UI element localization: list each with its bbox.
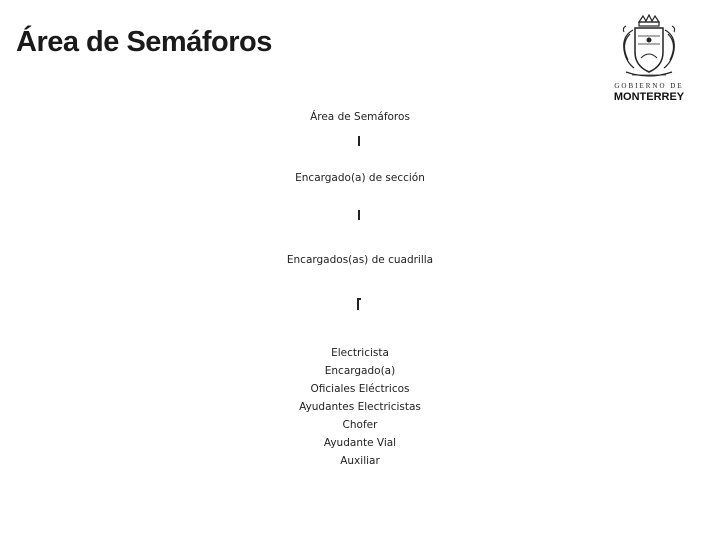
org-connector [358, 210, 360, 220]
org-node-area: Área de Semáforos [310, 111, 410, 123]
logo [608, 14, 690, 104]
staff-item: Encargado(a) [324, 365, 396, 377]
org-node-crew-leads: Encargados(as) de cuadrilla [286, 254, 434, 266]
logo-name: MONTERREY [613, 91, 685, 103]
logo-subtitle: GOBIERNO DE [614, 82, 684, 90]
staff-item: Oficiales Eléctricos [310, 383, 410, 395]
coat-of-arms-icon [608, 14, 690, 80]
staff-list [0, 344, 720, 470]
staff-item: Electricista [331, 347, 389, 359]
staff-item: Chofer [342, 419, 378, 431]
staff-item: Ayudantes Electricistas [299, 401, 421, 413]
staff-item: Ayudante Vial [323, 437, 397, 449]
org-node-section-lead: Encargado(a) de sección [295, 172, 425, 184]
org-connector-tick [357, 298, 361, 300]
org-connector [358, 136, 360, 146]
page-title: Área de Semáforos [16, 26, 272, 58]
staff-item: Auxiliar [340, 455, 380, 467]
